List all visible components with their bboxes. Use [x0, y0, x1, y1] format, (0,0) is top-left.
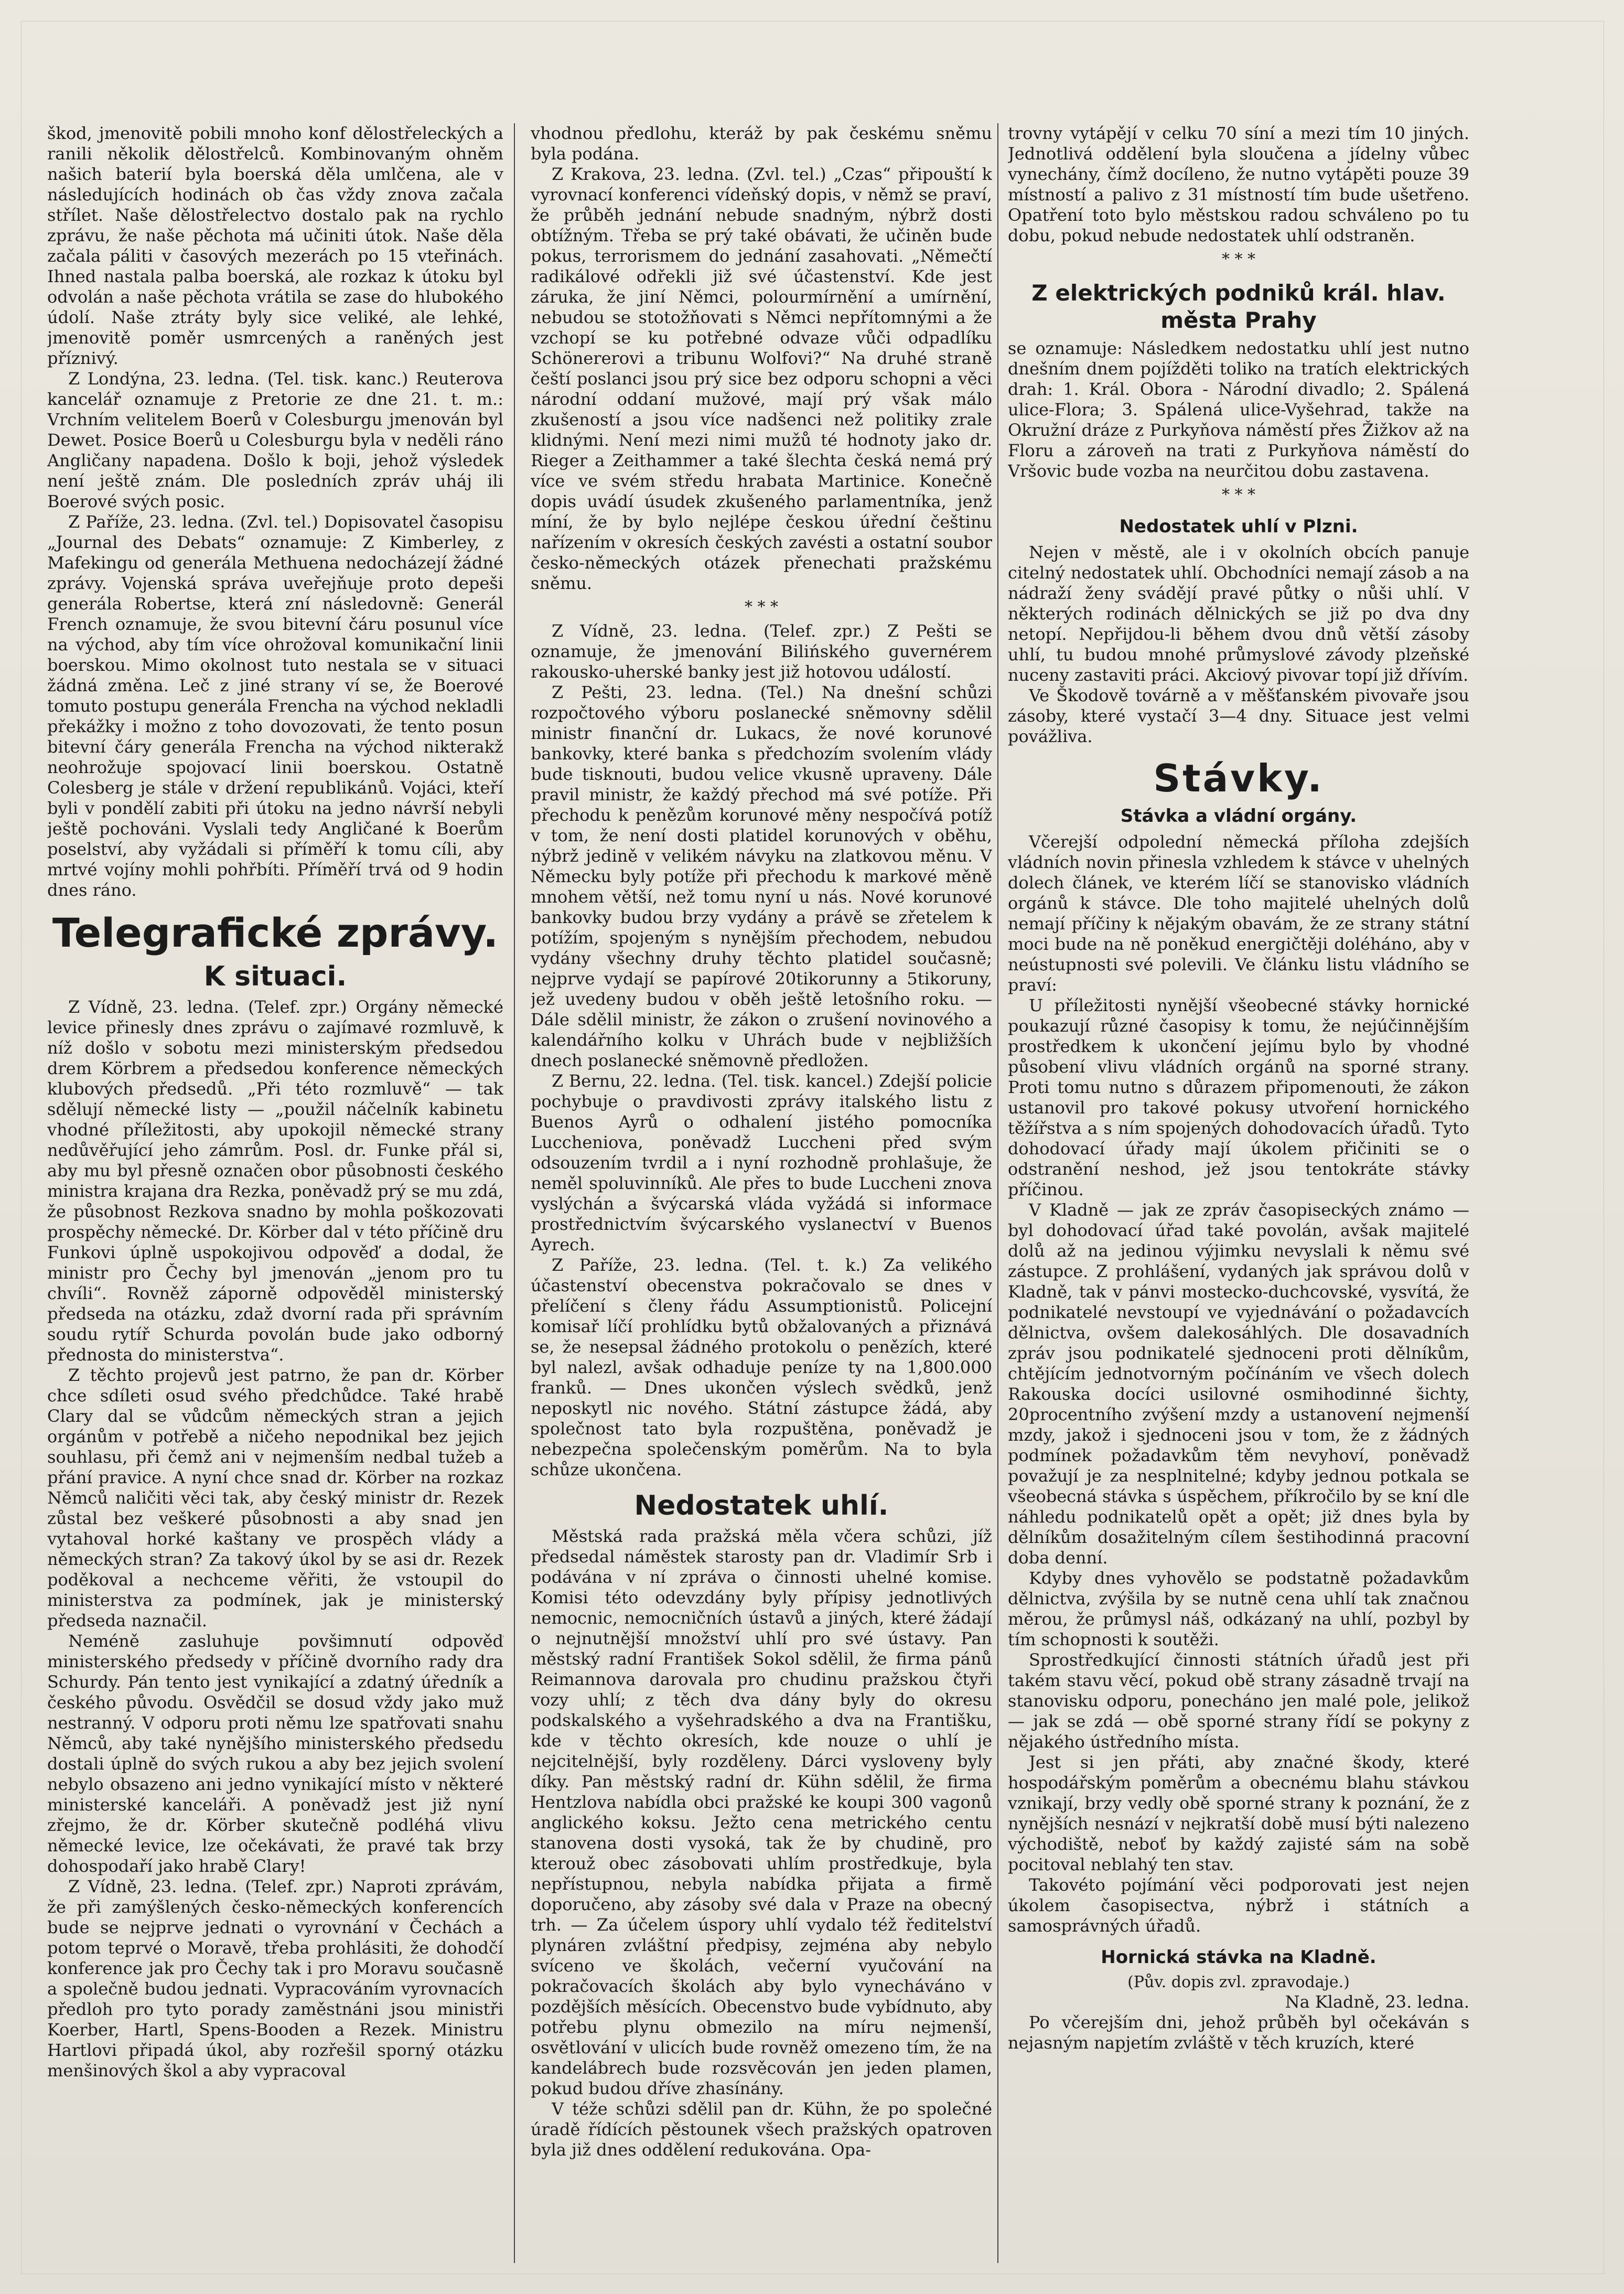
article-paragraph: škod, jmenovitě pobili mnoho konf dělostřeleckých a ranili několik dělostřelců. Kombinovaným ohněm našich baterií byla boerská děla umlčena, ale v následujících hodinách ob čas vždy znova začala střílet. Naše dělostřelectvo dostalo pak na rychlo zprávu, že naše pěchota má učiniti útok. Naše děla začala páliti v časových mezerách po 15 vteřinách. Ihned nastala palba boerská, ale rozkaz k útoku byl odvolán a naše pěchota vrátila se zase do hlubokého údolí. Naše ztráty byly sice veliké, ale lehké, jmenovitě poměr usmrcených a raněných jest příznivý.: [47, 123, 503, 368]
separator-stars: * * *: [744, 598, 779, 616]
article-paragraph: Z Paříže, 23. ledna. (Tel. t. k.) Za velikého účastenství obecenstva pokračovalo se dnes v přelíčení s členy řádu Assumptionistů. Policejní komisař líčí prohlídku bytů obžalovaných a přiznává se, že nesepsal žádného protokolu o penězích, které byl nalezl, avšak odhaduje peníze ty na 1,800.000 franků. — Dnes ukončen výslech svědků, jenž neposkytl nic nového. Státní zástupce žádá, aby společnost tato byla rozpuštěna, poněvadž je nebezpečna společenským poměrům. Na to byla schůze ukončena.: [531, 1255, 992, 1480]
column-rule-1: [514, 123, 515, 2263]
article-paragraph: se oznamuje: Následkem nedostatku uhlí jest nutno dnešním dnem pojížděti toliko na tratích elektrických drah: 1. Král. Obora - Národní divadlo; 2. Spálená ulice-Flora; 3. Spálená ulice-Vyšehrad, takže na Okružní dráze z Purkyňova náměstí přes Žižkov až na Floru a zároveň na trati z Purkyňova náměstí do Vršovic bude vozba na neurčitou dobu zastavena.: [1008, 338, 1469, 481]
article-paragraph: Neméně zasluhuje povšimnutí odpověď ministerského předsedy v příčině dvorního rady dra Schurdy. Pán tento jest vynikající a zdatný úředník a českého původu. Osvědčil se dosud vždy jako muž nestranný. V odporu proti němu lze spatřovati snahu Němců, aby také nynějšího ministerského předsedu dostali úplně do svých rukou a aby bez jejich svolení nebylo obsazeno ani jedno vynikající místo v některé ministerské kanceláři. A poněvadž jest již nyní zřejmo, že dr. Körber skutečně podléhá vlivu německé levice, lze očekávati, že pravé tak brzy dohospodaří jako hrabě Clary!: [47, 1631, 503, 1876]
article-paragraph: Ve Škodově továrně a v měšťanském pivovaře jsou zásoby, které vystačí 3—4 dny. Situace jest velmi povážliva.: [1008, 685, 1469, 746]
heading-electric-enterprises: Z elektrických podniků král. hlav. města Prahy: [1031, 280, 1446, 333]
article-paragraph: Z Vídně, 23. ledna. (Telef. zpr.) Orgány německé levice přinesly dnes zprávu o zajímavé rozmluvě, k níž došlo v sobotu mezi ministerským předsedou drem Körbrem a předsedou konference německých klubových předsedů. „Při této rozmluvě“ — tak sdělují německé listy — „použil náčelník kabinetu vhodné příležitosti, aby upokojil německé strany nedůvěřující jeho zámrům. Posl. dr. Funke přál si, aby mu byl přesně označen obor působnosti českého ministra krajana dra Rezka, poněvadž prý se mu zdá, že působnost Rezkova snadno by mohla poškozovati prospěchy německé. Dr. Körber dal v této příčině dru Funkovi úplně uspokojivou odpověď a dodal, že ministr pro Čechy byl jmenován „jenom pro tu chvíli“. Rovněž záporně odpověděl ministerský předseda na otázku, zdaž dvorní rada při správním soudu rytíř Schurda povolán bude jako odborný přednosta do ministerstva“.: [47, 997, 503, 1365]
article-paragraph: Z Bernu, 22. ledna. (Tel. tisk. kancel.) Zdejší policie pochybuje o pravdivosti zprávy italského listu z Buenos Ayrů o odhalení jistého pomocníka Luccheniova, poněvadž Luccheni před svým odsouzením tvrdil a i nyní rozhodně prohlašuje, že neměl spoluvinníků. Ale přes to bude Luccheni znova vyslýchán a švýcarská vláda vyžádá si informace prostřednictvím švýcarského vyslanectví v Buenos Ayrech.: [531, 1071, 992, 1255]
article-paragraph: Z Vídně, 23. ledna. (Telef. zpr.) Naproti zprávám, že při zamýšlených česko-německých konferencích bude se nejprve jednati o vyrovnání v Čechách a potom teprvé o Moravě, třeba prohlásiti, že dohodčí konference jak pro Čechy tak i pro Moravu současně a společně budou jednati. Vypracováním vyrovnacích předloh pro tyto porady zaměstnáni jsou ministři Koerber, Hartl, Spens-Booden a Rezek. Ministru Hartlovi připadá úkol, aby rozřešil sporný otázku menšinových škol a aby vypracoval: [47, 1877, 503, 2081]
article-paragraph: Takovéto pojímání věci podporovati jest nejen úkolem časopisectva, nýbrž i státních a samosprávných úřadů.: [1008, 1875, 1469, 1936]
article-paragraph: U příležitosti nynější všeobecné stávky hornické poukazují různé časopisy k tomu, že nejúčinnějším prostředkem k ukončení jejímu bylo by vhodné působení vlivu vládních orgánů na sporné strany. Proti tomu nutno s důrazem připomenouti, že zákon ustanovil pro takové pokusy utvoření hornického těžířstva a s ním spojených dohodovacích úřadů. Tyto dohodovací úřady mají úkolem přičiniti se o odstranění neshod, jež jsou tentokráte stávky příčinou.: [1008, 995, 1469, 1199]
column-1: [47, 123, 503, 2274]
column-3: [1008, 123, 1469, 2274]
separator-stars: * * *: [1221, 250, 1256, 269]
correspondent-note: (Pův. dopis zvl. zpravodaje.): [1127, 1973, 1350, 1991]
subheading-strike-government: Stávka a vládní orgány.: [1120, 806, 1357, 827]
heading-coal-shortage-plzen: Nedostatek uhlí v Plzni.: [1119, 516, 1358, 537]
article-paragraph: Z těchto projevů jest patrno, že pan dr. Körber chce sdíleti osud svého předchůdce. Také hrabě Clary dal se vůdcům německých stran a jejich orgánům v potřebě a ničeho nepodnikal bez jejich souhlasu, při čemž ani v nejmenším nedbal tužeb a přání pravice. A nyní chce snad dr. Körber na rozkaz Němců naličiti věci tak, aby český ministr dr. Rezek zůstal bez veškeré působnosti a aby snad jen vytahoval horké kaštany ve prospěch vlády a německých stran? Za takový úkol by se asi dr. Rezek poděkoval a nechceme věřiti, že vstoupil do ministerstva za podmínek, jak je ministerský předseda naznačil.: [47, 1365, 503, 1631]
article-paragraph: Z Pešti, 23. ledna. (Tel.) Na dnešní schůzi rozpočtového výboru poslanecké sněmovny sdělil ministr finanční dr. Lukacs, že nové korunové bankovky, které banka s předchozím svolením vlády bude tisknouti, budou velice vkusně upraveny. Dále pravil ministr, že každý přechod má své potíže. Při přechodu k penězům korunové měny nespočívá potíž v tom, že není dosti platidel korunových v oběhu, nýbrž jedině v velikém návyku na zlatkovou měnu. V Německu byly potíže při přechodu k markové měně mnohem větší, než tomu nyní u nás. Nové korunové bankovky budou brzy vydány a právě se zřetelem k potížím, spojeným s nynějším přechodem, nebudou vydány všechny druhy těchto platidel současně; nejprve vydají se papírové 20tikorunny a 5tikoruny, jež uvedeny budou v oběh ještě letošního roku. — Dále sdělil ministr, že zákon o zrušení novinového a kalendářního kolku v Uhrách bude v nejbližších dnech poslanecké sněmovně předložen.: [531, 682, 992, 1070]
section-heading-telegrams: Telegrafické zprávy.: [52, 909, 499, 956]
article-paragraph: Z Paříže, 23. ledna. (Zvl. tel.) Dopisovatel časopisu „Journal des Debats“ oznamuje: Z Kimberley, z Mafekingu od generála Methuena nedocházejí žádné zprávy. Vojenská správa uveřejňuje proto depeši generála Robertse, která zní následovně: Generál French oznamuje, že svou bitevní čáru posunul více na východ, aby tím více ohrožoval komunikační linii boerskou. Mimo okolnost tuto nestala se v situaci žádná změna. Leč z jiné strany ví se, že Boerové tomuto postupu generála Frencha na východ nekladli překážky i možno z toho dovozovati, že tento posun bitevní čáry generála Frencha na východ nikterakž neohrožuje spojovací linii boerskou. Ostatně Colesberg je stále v držení republikánů. Vojáci, kteří byli v pondělí zabiti při útoku na jedno návrší nebyli ještě pochováni. Vyslali tedy Angličané k Boerům poselství, aby vyžádali si příměří k tomu cíli, aby mrtvé vojíny mohli pohřbíti. Příměří trvá od 9 hodin dnes ráno.: [47, 512, 503, 900]
article-paragraph: Městská rada pražská měla včera schůzi, jíž předsedal náměstek starosty pan dr. Vladimír Srb i podávána v ní zpráva o činnosti uhelné komise. Komisi této odevzdány byly přípisy jednotlivých nemocnic, nemocničních ústavů a jiných, které žádají o nejnutnější množství uhlí pro své ústavy. Pan městský radní František Sokol sdělil, že firma pánů Reimannova darovala pro chudinu pražskou čtyři vozy uhlí; z těch dva dány byly do okresu podskalského a vyšehradského a dva na Františku, kde v těchto okresích, kde nouze o uhlí je nejcitelnější, byly rozděleny. Dárci vysloveny byly díky. Pan městský radní dr. Kühn sdělil, že firma Hentzlova nabídla obci pražské ke koupi 300 vagonů anglického koksu. Ježto cena metrického centu stanovena dosti vysoká, tak že by chudině, pro kterouž obec zásobovati uhlím prostředkuje, byla nepřístupnou, nebyla nabídka přijata a firmě doporučeno, aby zásoby své dala v Praze na obecný trh. — Za účelem úspory uhlí vydalo též ředitelství plynáren zvláštní předpisy, zejména aby nebylo svíceno ve školách, večerní vyučování na pokračovacích školách aby bylo vynecháváno v pozdějších měsících. Obecenstvo bude vybídnuto, aby potřebu plynu obmezilo na míru nejmenší, osvětlování v ulicích bude rovněž omezeno tím, že na kandelábrech bude rozsvěcován jen jeden plamen, pokud budou dříve zhasínány.: [531, 1526, 992, 2098]
column-2: [531, 123, 992, 2274]
article-paragraph: V téže schůzi sdělil pan dr. Kühn, že po společné úradě řídících pěstounek všech pražských opatroven byla již dnes oddělení redukována. Opa-: [531, 2099, 992, 2160]
heading-strikes: Stávky.: [1153, 756, 1324, 800]
article-paragraph: Sprostředkující činnosti státních úřadů jest při takém stavu věcí, pokud obě strany zásadně trvají na stanovisku odporu, ponecháno jen malé pole, jelikož — jak se zdá — obě sporné strany řídí se pokyny z nějakého ústředního místa.: [1008, 1650, 1469, 1752]
separator-stars: * * *: [1221, 486, 1256, 504]
article-paragraph: Včerejší odpolední německá příloha zdejších vládních novin přinesla vzhledem k stávce v uhelných dolech článek, ve kterém líčí se stanovisko vládních orgánů k stávce. Dle toho majitelé uhelných dolů nemají příčiny k nějakým obavám, že ze strany státní moci bude na ně poněkud energičtěji doléháno, aby v neústupnosti své polevili. Ve článku listu vládního se praví:: [1008, 832, 1469, 995]
article-paragraph: Jest si jen přáti, aby značné škody, které hospodářským poměrům a obecnému blahu stávkou vznikají, brzy vedly obě sporné strany k poznání, že z nynějších nesnází v nejkratší době musí býti nalezeno východiště, neboť by každý zajisté sám na sobě pocitoval neblahý ten stav.: [1008, 1752, 1469, 1874]
heading-kladno-strike: Hornická stávka na Kladně.: [1101, 1947, 1376, 1968]
article-paragraph: Po včerejším dni, jehož průběh byl očekáván s nejasným napjetím zvláště v těch kruzích, které: [1008, 2012, 1469, 2053]
dateline: Na Kladně, 23. ledna.: [1285, 1992, 1469, 2012]
subheading-situation: K situaci.: [203, 961, 347, 992]
heading-coal-shortage: Nedostatek uhlí.: [634, 1490, 889, 1521]
article-paragraph: Z Vídně, 23. ledna. (Telef. zpr.) Z Pešti se oznamuje, že jmenování Bilińského guvernérem rakousko-uherské banky jest již hotovou událostí.: [531, 621, 992, 682]
article-paragraph: trovny vytápějí v celku 70 síní a mezi tím 10 jiných. Jednotlivá oddělení byla sloučena a jídelny vůbec vynechány, čímž docíleno, že nutno vytápěti pouze 39 místností a palivo z 31 místností tím bude ušetřeno. Opatření toto bylo městskou radou schváleno po tu dobu, pokud nebude nedostatek uhlí odstraněn.: [1008, 123, 1469, 245]
article-paragraph: Nejen v městě, ale i v okolních obcích panuje citelný nedostatek uhlí. Obchodníci nemají zásob a na nádraží ženy svádějí pravé půtky o nůši uhlí. V některých rodinách dělnických se již po dva dny netopí. Nepřijdou-li během dvou dnů větší zásoby uhlí, tu budou mnohé průmyslové závody plzeňské nuceny zastaviti práci. Akciový pivovar topí již dřívím.: [1008, 542, 1469, 685]
article-paragraph: Z Londýna, 23. ledna. (Tel. tisk. kanc.) Reuterova kancelář oznamuje z Pretorie ze dne 21. t. m.: Vrchním velitelem Boerů v Colesburgu jmenován byl Dewet. Posice Boerů u Colesburgu byla v neděli ráno Angličany napadena. Došlo k boji, jehož výsledek není ještě znám. Dle posledních zpráv uháj ili Boerové svých posic.: [47, 369, 503, 511]
article-paragraph: Z Krakova, 23. ledna. (Zvl. tel.) „Czas“ připouští k vyrovnací konferenci vídeňský dopis, v němž se praví, že průběh jednání nebude snadným, nýbrž dosti obtížným. Třeba se prý také obávati, že učiněn bude pokus, terrorismem do jednání zasahovati. „Němečtí radikálové odřekli již své účastenství. Kde jest záruka, že jiní Němci, polourmírnění a umírnění, nebudou se stotožňovati s Němci nepřítomnými a že vzchopí se ku potřebné odvaze vůči odpadlíku Schönererovi a tribunu Wolfovi?“ Na druhé straně čeští poslanci jsou prý sice bez odporu schopni a věci národní oddaní mužové, mají prý však málo zkušeností a jsou více nadšenci než politiky zrale klidnými. Není mezi nimi mužů té hodnoty jako dr. Rieger a Zeithammer a také šlechta česká nemá prý více ve svém středu hrabata Martinice. Konečně dopis uvádí úsudek zkušeného parlamentníka, jenž míní, že by bylo nejlépe českou úřední češtinu nařízením v okresích českých zavésti a ostatní soubor česko-německých otázek přenechati pražskému sněmu.: [531, 164, 992, 593]
column-rule-2: [997, 123, 998, 2263]
article-paragraph: vhodnou předlohu, kteráž by pak českému sněmu byla podána.: [531, 123, 992, 164]
article-paragraph: Kdyby dnes vyhovělo se podstatně požadavkům dělnictva, zvýšila by se nutně cena uhlí tak značnou měrou, že průmysl náš, odkázaný na uhlí, pozbyl by tím schopnosti k soutěži.: [1008, 1568, 1469, 1649]
article-paragraph: V Kladně — jak ze zpráv časopiseckých známo — byl dohodovací úřad také povolán, avšak majitelé dolů až na jedinou výjimku nevyslali k němu své zástupce. Z prohlášení, vydaných jak správou dolů v Kladně, tak v pánvi mostecko-duchcovské, vysvítá, že podnikatelé nevstoupí ve vyjednávání o požadavcích dělnictva, ovšem dalekosáhlých. Dle dosavadních zpráv jsou podnikatelé sjednoceni proti dělníkům, chtějícím jednotvorným počínáním ve všech dolech Rakouska docíci usilovné osmihodinné šichty, 20procentního zvýšení mzdy a ustanovení nejmenší mzdy, jakož i sjednoceni jsou v tom, že z žádných podmínek požadavkům těm nevyhoví, poněvadž považují je za nesplnitelné; kdyby jednou potkala se všeobecná stávka s úspěchem, příkročilo by se kní dle náhledu podnikatelů opět a opět; již dnes byla by dělníkům dosažitelným cílem šestihodinná pracovní doba denní.: [1008, 1200, 1469, 1568]
